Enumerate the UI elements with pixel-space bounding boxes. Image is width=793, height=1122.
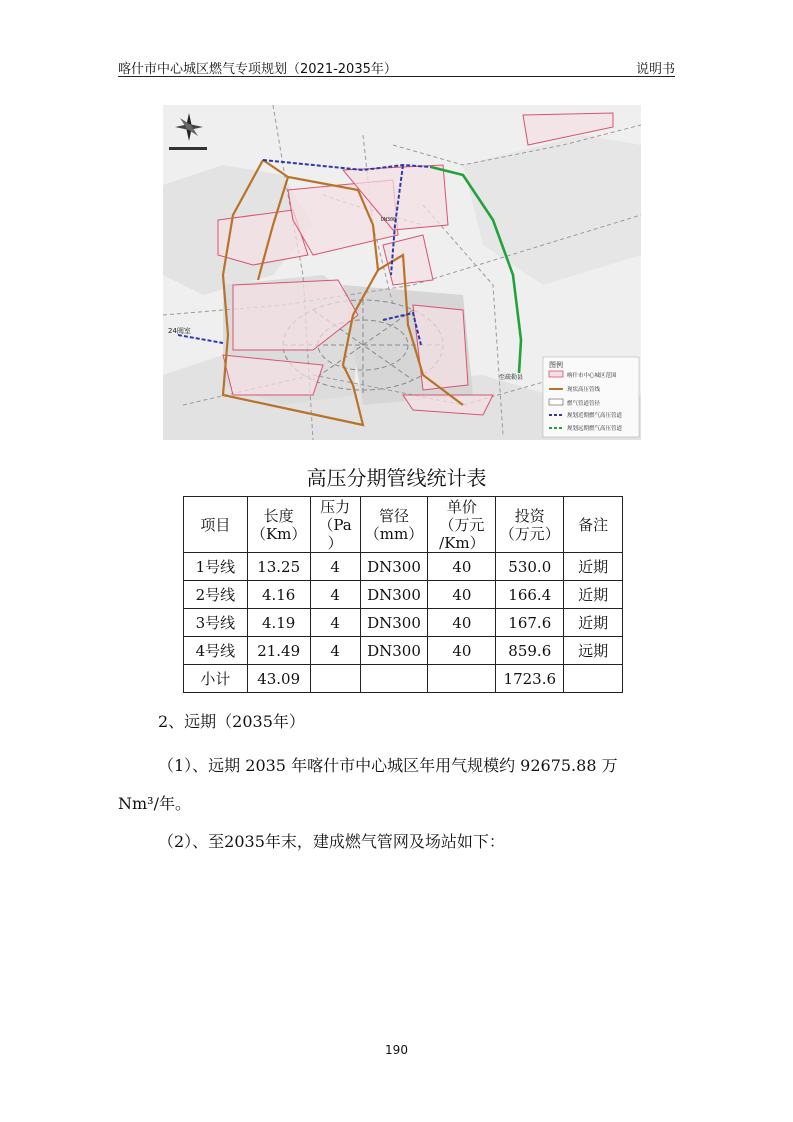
map-legend [543,357,639,437]
table-cell: 4.19 [247,609,310,637]
table-cell: DN300 [360,581,428,609]
paragraph-item1-line1: （1）、远期 2035 年喀什市中心城区年用气规模约 92675.88 万 [158,756,618,775]
paragraph-item2: （2）、至2035年末，建成燃气管网及场站如下： [158,832,505,851]
header-length: 长度 （Km） [247,497,310,553]
table-cell: 远期 [564,637,623,665]
document-header-section: 说明书 [635,62,675,77]
table-cell: 4 [310,581,360,609]
table-title: 高压分期管线统计表 [306,466,487,490]
table-cell: 1723.6 [496,665,564,693]
table-row [184,553,623,581]
legend-item-near-term: 规划近期燃气高压管道 [567,413,623,419]
table-cell: 2号线 [184,581,248,609]
paragraph-item1-line2: Nm³/年。 [118,794,191,813]
table-cell: 13.25 [247,553,310,581]
table-cell: 4 [310,609,360,637]
header-divider [118,76,675,77]
table-cell: 1号线 [184,553,248,581]
section-heading: 2、远期（2035年） [158,712,305,731]
table-cell: 40 [428,581,496,609]
table-cell: 3号线 [184,609,248,637]
map-label-valve: 24阀室 [168,327,191,335]
header-remarks: 备注 [564,497,623,553]
table-cell: 近期 [564,609,623,637]
table-cell: 4.16 [247,581,310,609]
table-cell [360,665,428,693]
table-row [184,637,623,665]
table-cell: 530.0 [496,553,564,581]
table-cell: DN300 [360,637,428,665]
table-cell: 小计 [184,665,248,693]
legend-title: 图例 [549,361,563,369]
table-cell: 4 [310,553,360,581]
table-cell: 近期 [564,581,623,609]
table-cell: 166.4 [496,581,564,609]
table-cell: 4号线 [184,637,248,665]
legend-item-long-term: 规划远期燃气高压管道 [567,426,623,432]
table-cell: 近期 [564,553,623,581]
legend-item-existing-pipe: 现状高压管线 [567,387,601,393]
document-header-title: 喀什市中心城区燃气专项规划（2021-2035年） [118,62,397,77]
map-graphic [163,105,641,440]
table-cell [428,665,496,693]
table-cell [564,665,623,693]
table-cell: 43.09 [247,665,310,693]
table-row-subtotal [184,665,623,693]
legend-item-pipe-size: 燃气管道管径 [567,401,601,407]
map-pipe-tag: DN300 [381,217,397,223]
table-cell: 40 [428,637,496,665]
table-cell: 21.49 [247,637,310,665]
header-item: 项目 [184,497,248,553]
page-number: 190 [385,1043,408,1057]
table-cell: 40 [428,553,496,581]
table-cell: DN300 [360,609,428,637]
header-investment: 投资 （万元） [496,497,564,553]
table-row [184,609,623,637]
legend-item-city-boundary: 喀什市中心城区范围 [567,373,617,379]
header-pressure: 压力 （Pa ） [310,497,360,553]
table-cell: DN300 [360,553,428,581]
table-cell [310,665,360,693]
table-cell: 859.6 [496,637,564,665]
pipeline-planning-map [163,105,641,440]
table-row [184,581,623,609]
table-cell: 4 [310,637,360,665]
table-cell: 40 [428,609,496,637]
header-diameter: 管径 （mm） [360,497,428,553]
map-label-destination: 至疏勒县 [499,374,524,381]
table-header-row [184,497,623,553]
header-unit-price: 单价 （万元 /Km） [428,497,496,553]
pipeline-statistics-table [183,496,623,693]
table-cell: 167.6 [496,609,564,637]
